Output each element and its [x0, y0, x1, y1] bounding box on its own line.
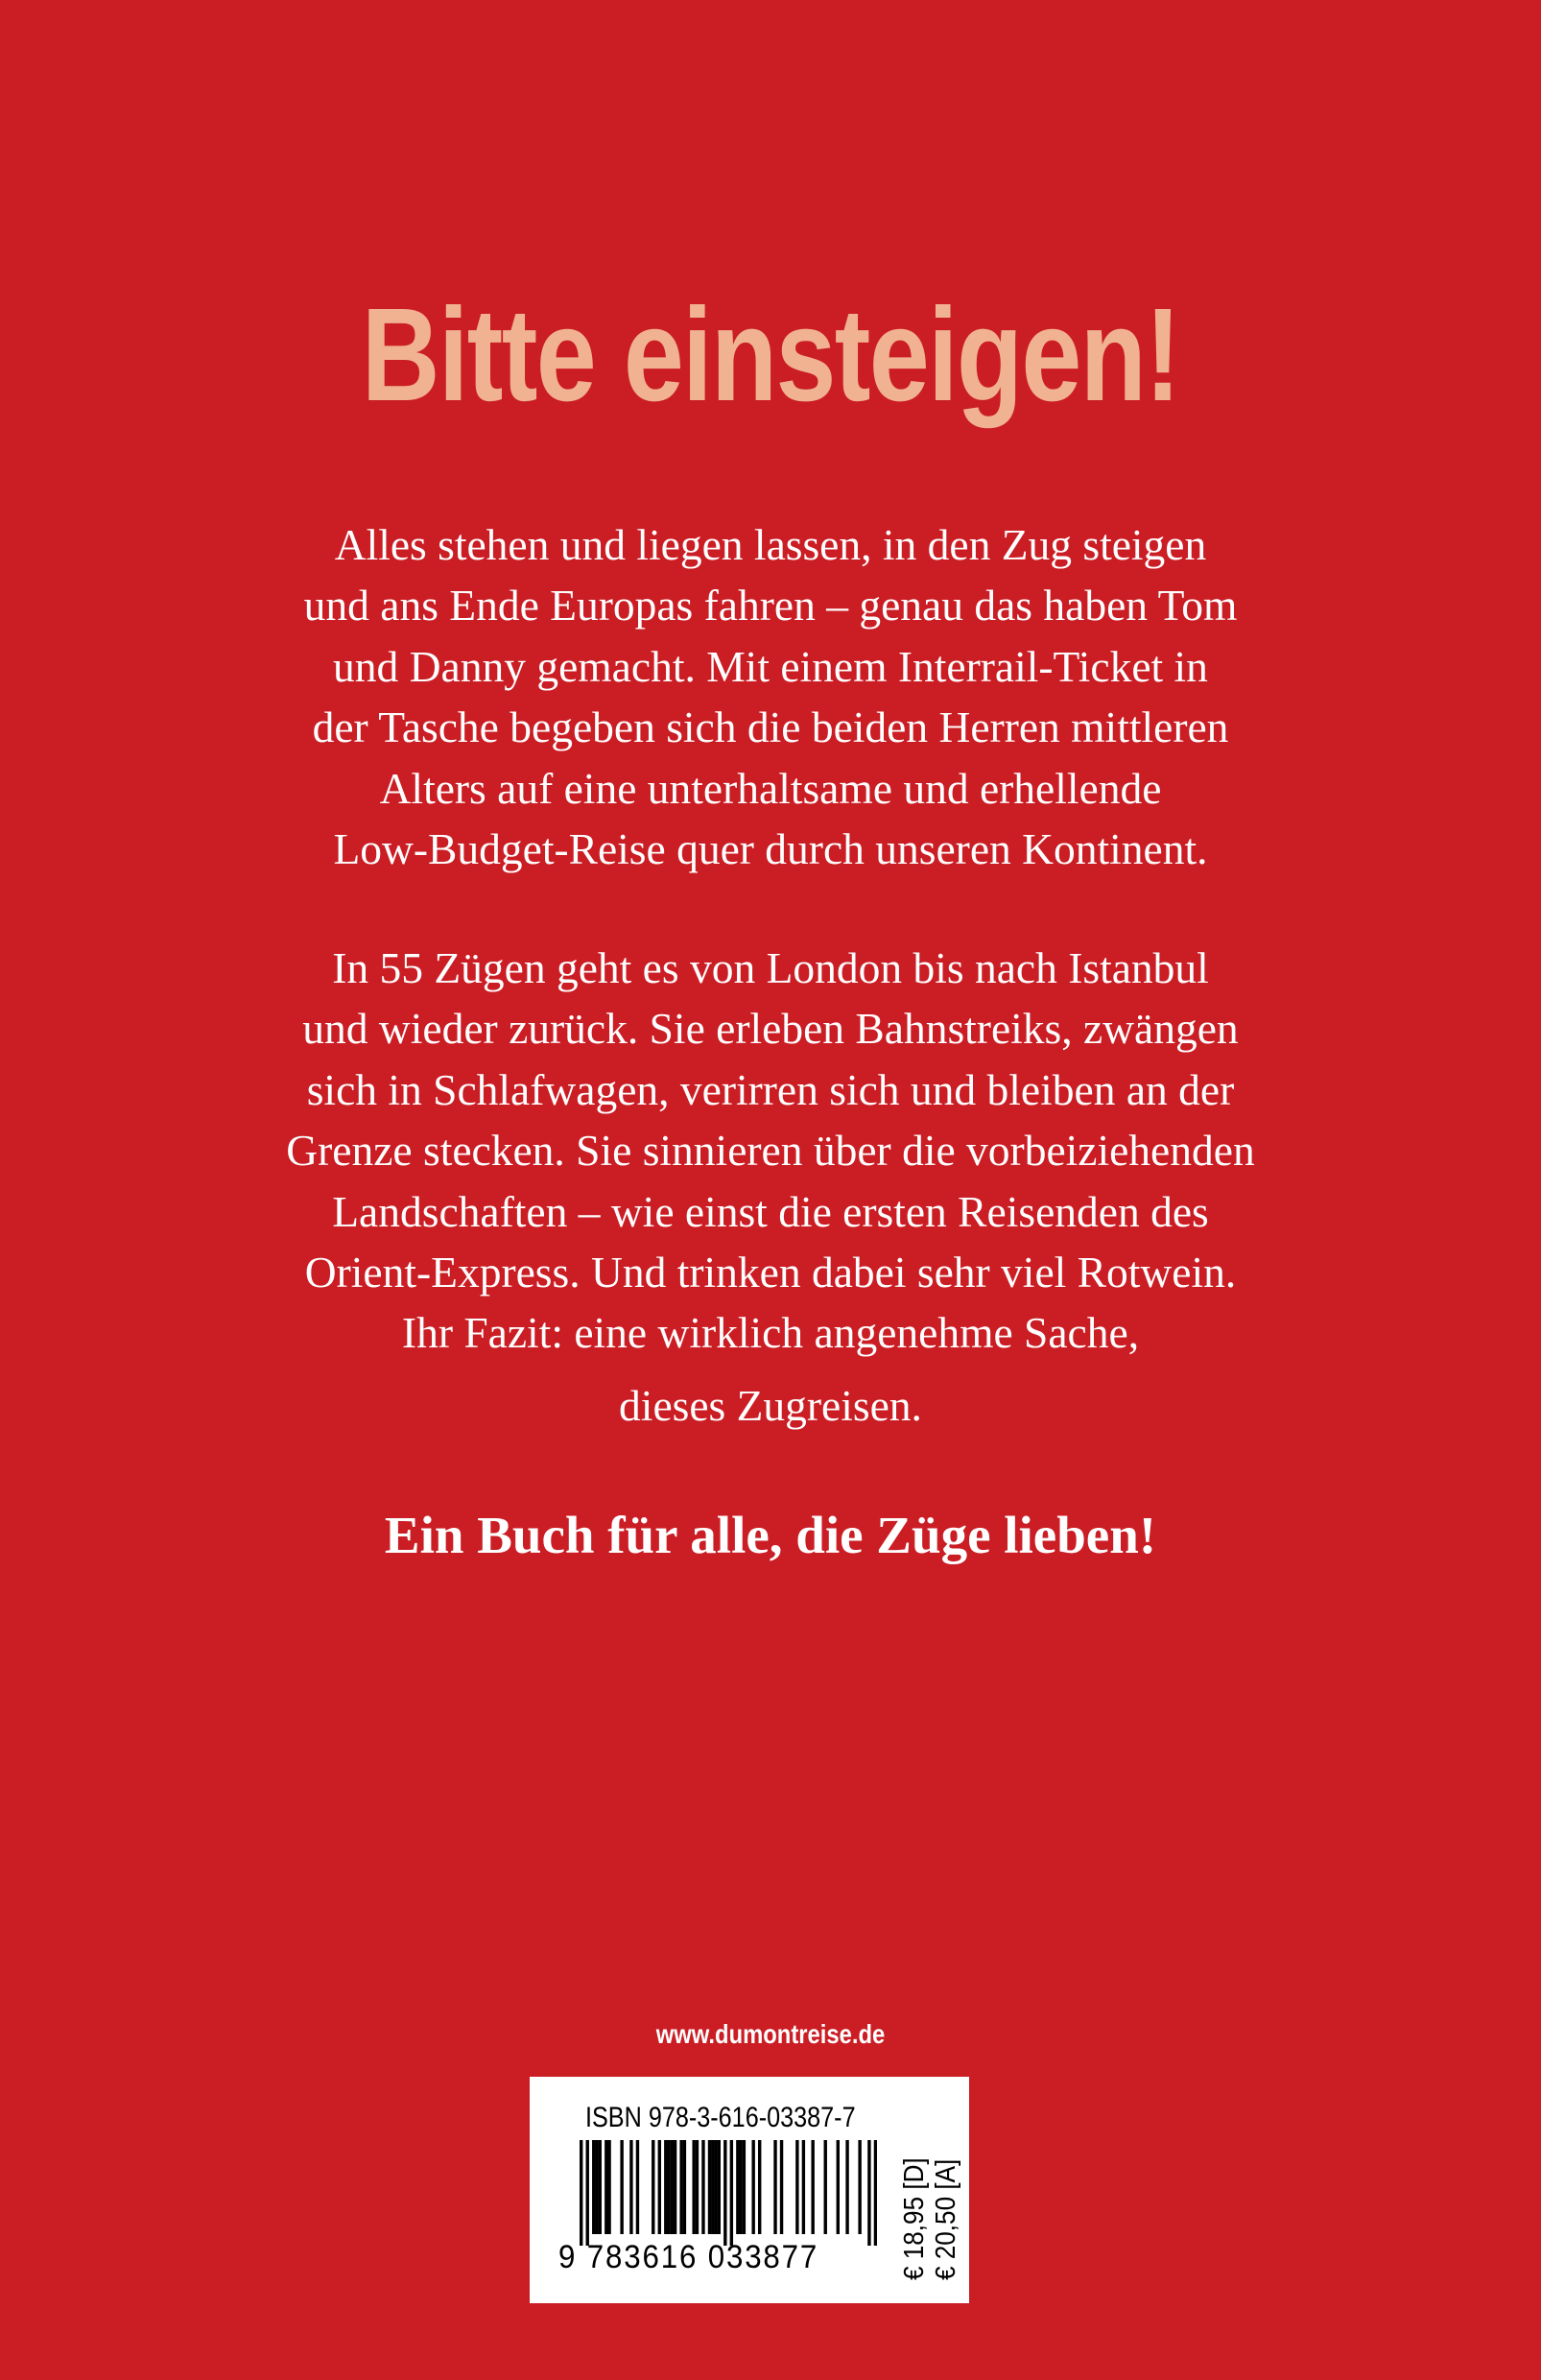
barcode-bar	[736, 2140, 739, 2234]
paragraph-line: In 55 Zügen geht es von London bis nach Istanbul	[332, 943, 1209, 992]
paragraph-line: sich in Schlafwagen, verirren sich und bleiben an der	[306, 1064, 1235, 1114]
barcode-bar	[858, 2140, 861, 2234]
paragraph-line: Landschaften – wie einst die ersten Reisenden des	[332, 1186, 1209, 1236]
barcode-bar	[580, 2140, 582, 2246]
tagline: Ein Buch für alle, die Züge lieben!	[384, 1506, 1157, 1564]
barcode-bar	[739, 2140, 742, 2234]
barcode-bar	[730, 2140, 733, 2246]
description-paragraph-2	[144, 938, 1397, 1436]
paragraph-line: Orient-Express. Und trinken dabei sehr viel Rotwein.	[304, 1248, 1237, 1297]
barcode-bar	[620, 2140, 623, 2234]
barcode-bar	[714, 2140, 717, 2234]
barcode-bar	[845, 2140, 848, 2234]
barcode-bar	[867, 2140, 870, 2246]
barcode-bar	[599, 2140, 602, 2234]
paragraph-line: und wieder zurück. Sie erleben Bahnstreiks, zwängen	[302, 1004, 1239, 1054]
barcode-bar	[629, 2140, 632, 2234]
barcode-bar	[658, 2140, 661, 2234]
barcode-bar	[837, 2140, 840, 2234]
barcode-bar	[674, 2140, 676, 2234]
paragraph-line: der Tasche begeben sich die beiden Herren mittleren	[312, 702, 1229, 752]
description-paragraph-1	[144, 514, 1397, 879]
barcode-bar	[874, 2140, 877, 2246]
barcode-bar	[692, 2140, 695, 2234]
barcode-bar	[701, 2140, 704, 2234]
isbn-label: ISBN 978-3-616-03387-7	[585, 2102, 856, 2133]
barcode-label	[530, 2077, 969, 2303]
barcode-bar	[683, 2140, 686, 2234]
barcode-bar	[708, 2140, 711, 2234]
barcode-bar	[773, 2140, 776, 2234]
barcode-bar	[811, 2140, 814, 2234]
paragraph-line: Alters auf eine unterhaltsame und erhellende	[379, 763, 1162, 813]
barcode-bar	[751, 2140, 754, 2234]
barcode-bar	[824, 2140, 827, 2234]
barcode-bar	[652, 2140, 654, 2234]
barcode-bar	[743, 2140, 746, 2234]
barcode-bar	[696, 2140, 699, 2234]
headline: Bitte einsteigen!	[361, 281, 1180, 429]
paragraph-line: Ihr Fazit: eine wirklich angenehme Sache,	[401, 1308, 1140, 1358]
barcode-bar	[723, 2140, 726, 2246]
paragraph-line: dieses Zugreisen.	[619, 1380, 922, 1430]
barcode-bar	[711, 2140, 714, 2234]
barcode-bar	[607, 2140, 610, 2234]
publisher-website: www.dumontreise.de	[655, 2019, 886, 2049]
barcode-bar	[795, 2140, 798, 2234]
barcode-bar	[802, 2140, 805, 2234]
barcode-bar	[671, 2140, 674, 2234]
paragraph-line: Grenze stecken. Sie sinnieren über die vorbeiziehenden	[286, 1126, 1255, 1176]
barcode-bar	[605, 2140, 607, 2234]
barcode-bar	[679, 2140, 682, 2234]
barcode-bar	[586, 2140, 589, 2246]
price-germany: € 18,95 [D]	[899, 2157, 930, 2280]
isbn-digits: 9 783616 033877	[558, 2239, 819, 2275]
barcode-bar	[636, 2140, 639, 2234]
barcode-bar	[667, 2140, 670, 2234]
barcode-bar	[718, 2140, 721, 2234]
paragraph-line: Alles stehen und liegen lassen, in den Zug steigen	[334, 520, 1207, 569]
barcode-bar	[758, 2140, 761, 2234]
barcode-bar	[664, 2140, 667, 2234]
paragraph-line: Low-Budget-Reise quer durch unseren Kontinent.	[333, 824, 1208, 874]
barcode-bar	[592, 2140, 595, 2234]
paragraph-line: und ans Ende Europas fahren – genau das haben Tom	[303, 581, 1238, 631]
paragraph-line: und Danny gemacht. Mit einem Interrail-Ticket in	[333, 641, 1208, 691]
barcode-bar	[780, 2140, 783, 2234]
barcode-bars	[580, 2140, 877, 2246]
barcode-bar	[595, 2140, 598, 2234]
price-austria: € 20,50 [A]	[931, 2158, 961, 2280]
